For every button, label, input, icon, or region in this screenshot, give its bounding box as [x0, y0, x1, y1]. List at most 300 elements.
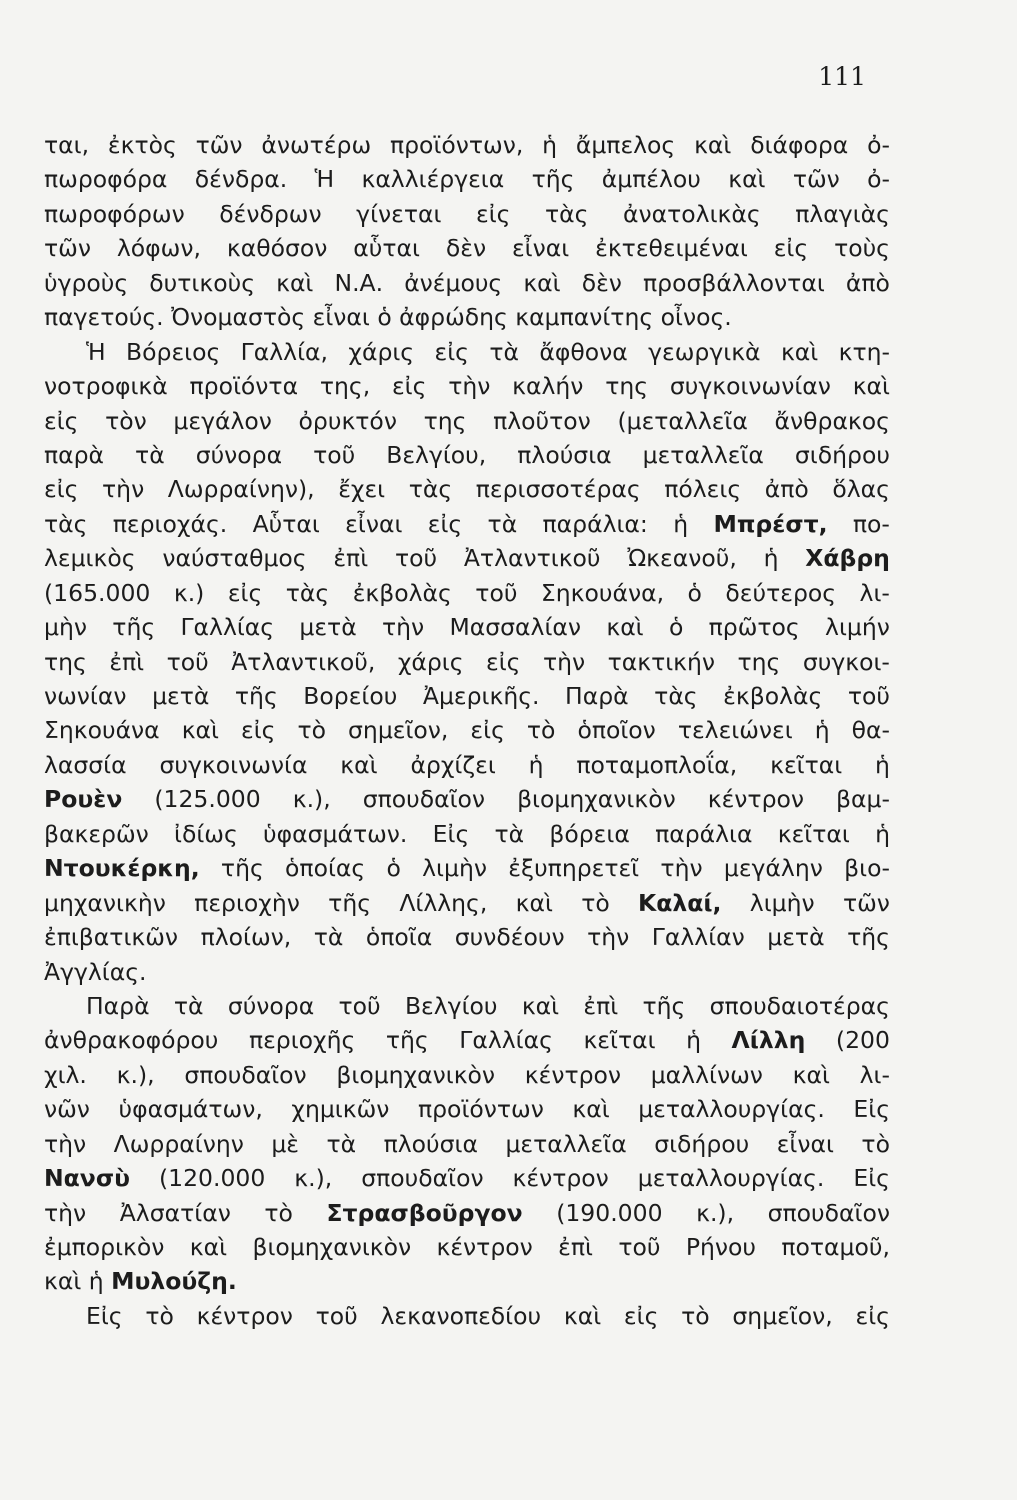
word: λι-: [859, 578, 890, 607]
word: προϊόντα: [189, 372, 299, 401]
word: ἐμπορικὸν: [44, 1233, 165, 1261]
word: τὸ: [861, 1129, 890, 1158]
word: τῶν: [44, 234, 91, 263]
word: (120.000: [158, 1164, 266, 1193]
word: ἐξυπηρετεῖ: [508, 854, 640, 883]
word: ἡ: [542, 131, 558, 159]
word: ὁποῖον: [577, 716, 656, 745]
text-line: [44, 748, 890, 782]
word: σύνορα: [227, 991, 315, 1020]
word: παράλια: [655, 819, 753, 848]
word: συγκοινωνίαν: [669, 372, 831, 401]
word: πλαγιὰς: [795, 199, 890, 228]
word: τὸ: [581, 888, 610, 917]
word: τῆς: [385, 1026, 429, 1055]
text-line: [44, 886, 890, 920]
text-line: [44, 782, 890, 816]
text-line: [44, 197, 890, 231]
word: κ.),: [696, 1198, 735, 1227]
word: πλοίων,: [200, 923, 292, 952]
word: μετὰ: [152, 682, 210, 710]
text-line: [44, 300, 890, 334]
word: ἐκτὸς: [107, 131, 177, 159]
word: Ἀτλαντικοῦ: [463, 544, 601, 573]
text-line: [44, 817, 890, 851]
word: ἐπιβατικῶν: [44, 923, 179, 952]
word: καὶ: [521, 991, 560, 1020]
word: ἀνατολικὰς: [623, 199, 761, 228]
text-line: [44, 713, 890, 747]
word: χιλ.: [44, 1060, 87, 1089]
word: καὶ: [523, 268, 561, 297]
word: καὶ: [572, 1095, 610, 1124]
word: ἡ: [528, 750, 544, 779]
word: κ.),: [292, 785, 331, 814]
word: εἰς: [773, 234, 809, 263]
word: ὁ: [687, 578, 702, 607]
word: Λωρραίνην),: [167, 475, 315, 504]
text-line: [44, 231, 890, 265]
word: τὴν: [44, 1129, 87, 1158]
word: μεταλλεῖα: [642, 440, 764, 469]
word: ὁποίας: [285, 854, 366, 883]
word: τοῦ: [394, 544, 438, 573]
word: ἐκτεθειμέναι: [595, 234, 748, 263]
word: (200: [835, 1026, 890, 1055]
word: προϊόντων: [417, 1095, 544, 1124]
place-name: Νανσὺ: [44, 1164, 130, 1193]
word: ἀρχίζει: [410, 750, 496, 779]
word: πωροφόρα: [44, 165, 168, 194]
text-line: [44, 162, 890, 196]
word: σπουδαῖον: [184, 1060, 307, 1089]
word: μηχανικὴν: [44, 888, 166, 917]
word: ὅλας: [832, 475, 890, 504]
word: εἰς: [241, 716, 276, 745]
word: σημεῖον,: [348, 716, 449, 745]
word: σπουδαῖον: [767, 1198, 890, 1227]
word: τὴν: [44, 1198, 87, 1227]
text-line: [44, 851, 890, 885]
word: καὶ: [694, 131, 732, 159]
word: εἶναι: [345, 509, 403, 538]
word: καὶ: [515, 888, 553, 917]
word: ται,: [44, 131, 90, 159]
word: ἄμπελος: [575, 131, 676, 159]
word: ποταμοῦ,: [781, 1233, 890, 1261]
word: δὲν: [581, 268, 622, 297]
text-line: [44, 1264, 890, 1298]
word: Ἡ: [314, 165, 335, 194]
text-line: [44, 1196, 890, 1230]
word: ἡ: [686, 1026, 701, 1055]
word: Παρὰ: [86, 991, 150, 1020]
place-name: Λίλλη: [731, 1026, 806, 1055]
word: δένδρων: [219, 199, 322, 228]
text-run: Ἀγγλίας.: [44, 957, 147, 986]
word: κ.): [173, 578, 205, 607]
word: εἰς: [427, 509, 463, 538]
word: κέντρον: [524, 1060, 622, 1089]
word: ἐκβολὰς: [723, 682, 823, 710]
word: πλοῦτον: [493, 406, 591, 435]
text-line: [44, 1299, 890, 1333]
word: αὗται: [353, 234, 420, 263]
word: λόφων,: [116, 234, 201, 263]
word: καὶ: [563, 1301, 602, 1330]
word: ἡ: [875, 750, 890, 779]
word: τὴν: [382, 613, 425, 642]
word: πρῶτος: [708, 613, 800, 642]
word: συγκοινωνία: [159, 750, 308, 779]
word: ὀ-: [867, 165, 890, 194]
word: δυτικοὺς: [149, 268, 255, 297]
word: καὶ: [780, 337, 819, 366]
page-number: 111: [818, 62, 866, 91]
word: Ὠκεανοῦ,: [627, 544, 737, 573]
word: ὑφασμάτων,: [118, 1095, 263, 1124]
word: διάφορα: [750, 131, 849, 159]
word: κέντρον: [707, 785, 804, 814]
word: της: [44, 647, 87, 676]
body-text: [44, 128, 890, 1333]
word: βακερῶν: [44, 819, 149, 848]
word: περιοχὴν: [194, 888, 300, 917]
place-name: Μυλούζη.: [111, 1267, 237, 1296]
word: Γαλλίας: [180, 613, 275, 642]
text-line: [44, 1127, 890, 1161]
word: Σηκουάνα,: [540, 578, 665, 607]
word: μεταλλουργίας.: [638, 1095, 825, 1124]
place-name: Χάβρη: [805, 544, 890, 573]
word: Ἀλσατίαν: [119, 1198, 231, 1227]
place-name: Μπρέστ,: [713, 509, 828, 538]
word: βιομηχανικὸν: [252, 1233, 412, 1261]
word: λασσία: [44, 750, 127, 779]
word: μὴν: [44, 613, 87, 642]
word: βαμ-: [836, 785, 890, 814]
word: τὴν: [102, 475, 145, 504]
word: τὴν: [448, 372, 491, 401]
word: καθόσον: [226, 234, 328, 263]
word: Ἀτλαντικοῦ,: [231, 647, 376, 676]
word: τὴν: [542, 647, 586, 676]
place-name: Ντουκέρκη,: [44, 854, 200, 883]
word: της: [737, 647, 781, 676]
word: τῆς: [112, 613, 156, 642]
word: ἰδίως: [174, 819, 238, 848]
word: μεγάλην: [723, 854, 823, 883]
word: τὰ: [135, 440, 165, 469]
word: Εἰς: [853, 1095, 890, 1124]
word: Λίλλης,: [399, 888, 488, 917]
word: λιμὴν: [749, 888, 815, 917]
word: (190.000: [556, 1198, 663, 1227]
word: ἀνέμους: [404, 268, 503, 297]
word: περιοχάς.: [112, 509, 228, 538]
word: μαλλίνων: [650, 1060, 763, 1089]
word: τὰ: [173, 991, 204, 1020]
word: ἡ: [875, 819, 890, 848]
word: καλλιέργεια: [361, 165, 505, 194]
word: εἰς: [855, 1301, 890, 1330]
word: μετὰ: [767, 923, 825, 952]
word: τὰ: [326, 1129, 357, 1158]
word: ὁ: [668, 613, 684, 642]
word: Ρήνου: [685, 1233, 756, 1261]
word: ὑγροὺς: [44, 268, 129, 297]
text-line: [44, 472, 890, 506]
word: τὸ: [526, 716, 556, 745]
word: δένδρα.: [194, 165, 288, 194]
word: δεύτερος: [725, 578, 837, 607]
word: εἰς: [623, 1301, 659, 1330]
word: γεωργικὰ: [648, 337, 761, 366]
word: εἶναι: [511, 234, 570, 263]
word: κτη-: [838, 337, 890, 366]
word: καὶ: [276, 268, 314, 297]
word: θα-: [851, 716, 890, 745]
word: τὸ: [681, 1301, 710, 1330]
text-line: [44, 507, 890, 541]
word: ποταμοπλοΐα,: [576, 750, 738, 779]
word: καὶ: [340, 750, 378, 779]
text-line: [44, 576, 890, 610]
word: περιοχῆς: [248, 1026, 356, 1055]
word: τελειώνει: [677, 716, 793, 745]
word: τῆς: [234, 682, 278, 710]
word: τοῦ: [847, 682, 890, 710]
word: τῶν: [195, 131, 243, 159]
word: τοῦ: [618, 1233, 661, 1261]
word: νῶν: [44, 1095, 90, 1124]
word: τῆς: [642, 991, 686, 1020]
word: εἰς: [470, 716, 505, 745]
word: κέντρον: [436, 1233, 533, 1261]
word: παράλια:: [542, 509, 648, 538]
word: ἄφθονα: [539, 337, 628, 366]
text-line: [44, 679, 890, 713]
word: ἀπὸ: [764, 475, 809, 504]
word: ὀρυκτόν: [298, 406, 397, 435]
word: ὑφασμάτων.: [263, 819, 408, 848]
word: ναύσταθμος: [162, 544, 307, 573]
word: (165.000: [44, 578, 151, 607]
word: νοτροφικὰ: [44, 372, 168, 401]
word: (125.000: [154, 785, 261, 814]
word: τὰ: [313, 923, 344, 952]
word: τακτικήν: [607, 647, 716, 676]
word: τοῦ: [338, 991, 381, 1020]
word: τὰ: [494, 819, 525, 848]
word: ἡ: [814, 716, 830, 745]
text-line: [44, 955, 890, 989]
word: τὰς: [545, 199, 589, 228]
word: Μασσαλίαν: [449, 613, 582, 642]
word: κέντρον: [512, 1164, 609, 1193]
word: ἡ: [763, 544, 779, 573]
word: ἀνωτέρω: [261, 131, 372, 159]
word: εἶναι: [776, 1129, 834, 1158]
word: μετὰ: [299, 613, 357, 642]
word: ἄνθρακος: [774, 406, 890, 435]
word: Βελγίου,: [386, 440, 487, 469]
word: τοὺς: [834, 234, 890, 263]
word: εἰς: [227, 578, 263, 607]
word: εἰς: [391, 372, 427, 401]
word: σιδήρου: [654, 1129, 750, 1158]
word: εἰς: [434, 337, 469, 366]
word: λεμικὸς: [44, 544, 136, 573]
word: κέντρον: [196, 1301, 293, 1330]
word: τοῦ: [166, 647, 209, 676]
text-line: [44, 920, 890, 954]
word: τοῦ: [313, 440, 356, 469]
word: δὲν: [445, 234, 487, 263]
word: κεῖται: [777, 819, 850, 848]
word: Ἡ: [86, 337, 106, 366]
place-name: Καλαί,: [638, 888, 722, 917]
word: ἀνθρακοφόρου: [44, 1026, 219, 1055]
word: προσβάλλονται: [643, 268, 825, 297]
word: τὴν: [587, 923, 630, 952]
text-run: παγετούς. Ὀνομαστὸς εἶναι ὁ ἀφρώδης καμπανίτης οἶνος.: [44, 303, 732, 332]
word: προϊόντων,: [389, 131, 524, 159]
word: τὰ: [487, 509, 518, 538]
word: συνδέουν: [454, 923, 565, 952]
word: χημικῶν: [291, 1095, 390, 1124]
word: Γαλλία,: [240, 337, 328, 366]
word: Βορείου: [303, 682, 398, 710]
word: τὸν: [105, 406, 147, 435]
word: ἔχει: [338, 475, 386, 504]
word: πο-: [852, 509, 890, 538]
word: ἀπὸ: [845, 268, 890, 297]
word: ἐπὶ: [558, 1233, 593, 1261]
word: σπουδαῖον: [362, 785, 486, 814]
place-name: Στρασβοῦργον: [326, 1198, 523, 1227]
word: καὶ: [852, 372, 890, 401]
word: συγκοι-: [802, 647, 890, 676]
word: χάρις: [397, 647, 464, 676]
word: κ.),: [116, 1060, 155, 1089]
word: νωνίαν: [44, 682, 127, 710]
word: Εἰς: [432, 819, 470, 848]
word: τὸ: [145, 1301, 174, 1330]
word: της: [423, 406, 467, 435]
word: σύνορα: [195, 440, 283, 469]
word: (μεταλλεῖα: [617, 406, 748, 435]
word: καὶ: [728, 165, 766, 194]
text-line: [44, 438, 890, 472]
text-line: [44, 404, 890, 438]
word: λεκανοπεδίου: [380, 1301, 542, 1330]
word: της: [605, 372, 649, 401]
place-name: Ρουὲν: [44, 785, 123, 814]
word: λιμήν: [825, 613, 890, 642]
word: τῆς: [220, 854, 264, 883]
word: ἡ: [673, 509, 689, 538]
word: χάρις: [348, 337, 415, 366]
word: τῆς: [847, 923, 890, 952]
text-line: [44, 645, 890, 679]
word: εἰς: [476, 199, 511, 228]
word: Λωρραίνην: [113, 1129, 244, 1158]
text-run: καὶ ἡ: [44, 1267, 112, 1296]
word: βιομηχανικὸν: [336, 1060, 496, 1089]
text-line: [44, 266, 890, 300]
word: καλήν: [512, 372, 584, 401]
word: παρὰ: [44, 440, 105, 469]
word: μεταλλουργίας.: [637, 1164, 825, 1193]
word: πωροφόρων: [44, 199, 185, 228]
word: Εἰς: [853, 1164, 890, 1193]
word: ἐπὶ: [333, 544, 369, 573]
word: Ἀμερικῆς.: [422, 682, 540, 710]
word: σπουδαῖον: [361, 1164, 484, 1193]
text-line: [44, 610, 890, 644]
word: μεγάλον: [173, 406, 272, 435]
word: κεῖται: [770, 750, 843, 779]
text-line: [44, 1161, 890, 1195]
word: ἐπὶ: [583, 991, 619, 1020]
word: εἰς: [44, 475, 79, 504]
word: πόλεις: [664, 475, 742, 504]
word: βιο-: [844, 854, 890, 883]
word: γίνεται: [356, 199, 442, 228]
word: Γαλλίαν: [651, 923, 745, 952]
word: τὰς: [408, 475, 453, 504]
word: τῶν: [842, 888, 890, 917]
word: καὶ: [792, 1060, 830, 1089]
text-line: [44, 541, 890, 575]
word: σημεῖον,: [732, 1301, 833, 1330]
word: τὰς: [285, 578, 330, 607]
word: μεταλλεῖα: [505, 1129, 627, 1158]
word: ἐπὶ: [109, 647, 145, 676]
word: περισσοτέρας: [475, 475, 641, 504]
word: τὰ: [489, 337, 519, 366]
word: τὸ: [264, 1198, 293, 1227]
word: εἰς: [486, 647, 521, 676]
word: τὸ: [297, 716, 327, 745]
word: της,: [319, 372, 371, 401]
word: ὁποῖα: [365, 923, 433, 952]
word: Σηκουάνα: [44, 716, 160, 745]
word: ὀ-: [867, 131, 890, 159]
word: λιμὴν: [422, 854, 487, 883]
word: ὁ: [386, 854, 401, 883]
text-line: [44, 335, 890, 369]
word: πλούσια: [383, 1129, 478, 1158]
word: Εἰς: [86, 1301, 123, 1330]
text-line: [44, 369, 890, 403]
word: Βόρειος: [126, 337, 221, 366]
text-line: [44, 128, 890, 162]
text-line: [44, 1058, 890, 1092]
word: τοῦ: [475, 578, 518, 607]
word: τὰς: [654, 682, 698, 710]
word: βιομηχανικὸν: [517, 785, 676, 814]
text-line: [44, 989, 890, 1023]
word: κ.),: [294, 1164, 333, 1193]
word: τῆς: [531, 165, 575, 194]
word: εἰς: [44, 406, 79, 435]
word: τῶν: [792, 165, 840, 194]
word: τὴν: [660, 854, 703, 883]
word: ἀμπέλου: [601, 165, 701, 194]
text-line: [44, 1092, 890, 1126]
